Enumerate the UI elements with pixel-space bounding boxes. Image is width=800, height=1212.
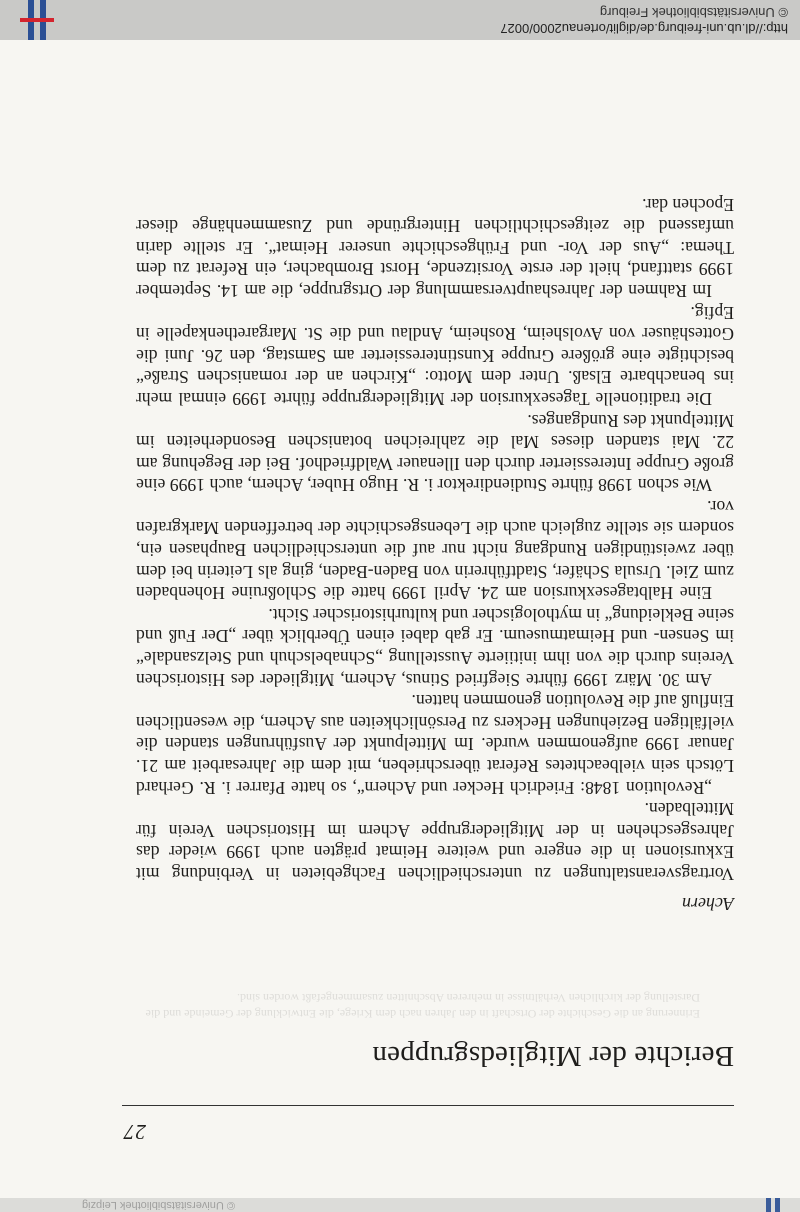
top-strip: [0, 1198, 800, 1212]
paragraph: Vortragsveranstaltungen zu unterschiedlichen Fachgebieten in Verbindung mit Exkursionen in die engere und weitere Heimat prägten auch 1999 wieder das Jahresgeschehen in der Mitgliedergruppe Achern im Historischen Verein für Mittelbaden.: [136, 799, 734, 884]
library-credit: © Universitätsbibliothek Freiburg: [599, 5, 788, 20]
paragraph: „Revolution 1848: Friedrich Hecker und Achern“, so hatte Pfarrer i. R. Gerhard Lötsch sein vielbeachtetes Referat überschrieben, mit dem die Jahresarbeit am 21. Januar 1999 aufgenommen wurde. Im Mittelpunkt der Ausführungen standen die vielfältigen Beziehungen Heckers zu Persönlichkeiten aus Achern, die wesentlichen Einfluß auf die Revolution genommen hatten.: [136, 691, 734, 798]
show-through-text: Erinnerung an die Geschichte der Ortschaft in den Jahren nach dem Kriege, die Entwicklung der Gemeinde und die Darstellung der kirchlichen Verhältnisse in mehreren Abschnitten zusammengefaßt worden sind.: [145, 991, 700, 1021]
source-url-link[interactable]: http://dl.ub.uni-freiburg.de/diglit/ortenau2000/0027: [500, 21, 788, 36]
section-label: Achern: [682, 894, 734, 914]
paragraph: Wie schon 1998 führte Studiendirektor i. R. Hugo Huber, Achern, auch 1999 eine große Gruppe Interessierter durch den Illenauer Waldfriedhof. Bei der Begehung am 22. Mai standen dieses Mal die zahlreichen botanischen Besonderheiten im Mittelpunkt des Rundganges.: [136, 410, 734, 496]
paragraph: Die traditionelle Tagesexkursion der Mitgliedergruppe führte 1999 einmal mehr ins benachbarte Elsaß. Unter dem Motto: „Kirchen an der romanischen Straße“ besichtigte eine größere Gruppe Kunstinteressierter am Samstag, den 26. Juni die Gotteshäuser von Avolsheim, Rosheim, Andlau und die St. Margarethenkapelle in Epfig.: [136, 302, 734, 409]
top-strip-credit: © Universitätsbibliothek Leipzig: [81, 1199, 235, 1211]
page-heading: Berichte der Mitgliedsgruppen: [372, 1040, 734, 1072]
report-body: [136, 193, 734, 884]
paragraph: Im Rahmen der Jahreshauptversammlung der Ortsgruppe, die am 14. September 1999 stattfand, hielt der erste Vorsitzende, Horst Brombacher, ein Referat zu dem Thema: „Aus der Vor- und Frühgeschichte unserer Heimat“. Er stellte darin umfassend die zeitgeschichtlichen Hintergründe und Zusammenhänge dieser Epochen dar.: [136, 194, 734, 301]
page-number: 27: [123, 1120, 146, 1144]
paragraph: Eine Halbtagesexkursion am 24. April 1999 hatte die Schloßruine Hohenbaden zum Ziel. Ursula Schäfer, Stadtführerin von Baden-Baden, ging als Leiterin bei dem über zweistündigen Rundgang nicht nur auf die unterschiedlichen Bauphasen ein, sondern sie stellte zugleich auch die Lebensgeschichte der betreffenden Markgrafen vor.: [136, 496, 734, 604]
source-footer: [0, 0, 800, 40]
ub-freiburg-logo-icon: [10, 0, 58, 40]
paragraph: Am 30. März 1999 führte Siegfried Stinus, Achern, Mitglieder des Historischen Vereins durch die von ihm initiierte Ausstellung „Schnabelschuh und Stelzsandale“ im Sensen- und Heimatmuseum. Er gab dabei einen Überblick über „Der Fuß und seine Bekleidung“ in mythologischer und kulturhistorischer Sicht.: [136, 604, 734, 690]
header-rule: [122, 1105, 734, 1106]
ub-leipzig-logo: [750, 1198, 780, 1212]
